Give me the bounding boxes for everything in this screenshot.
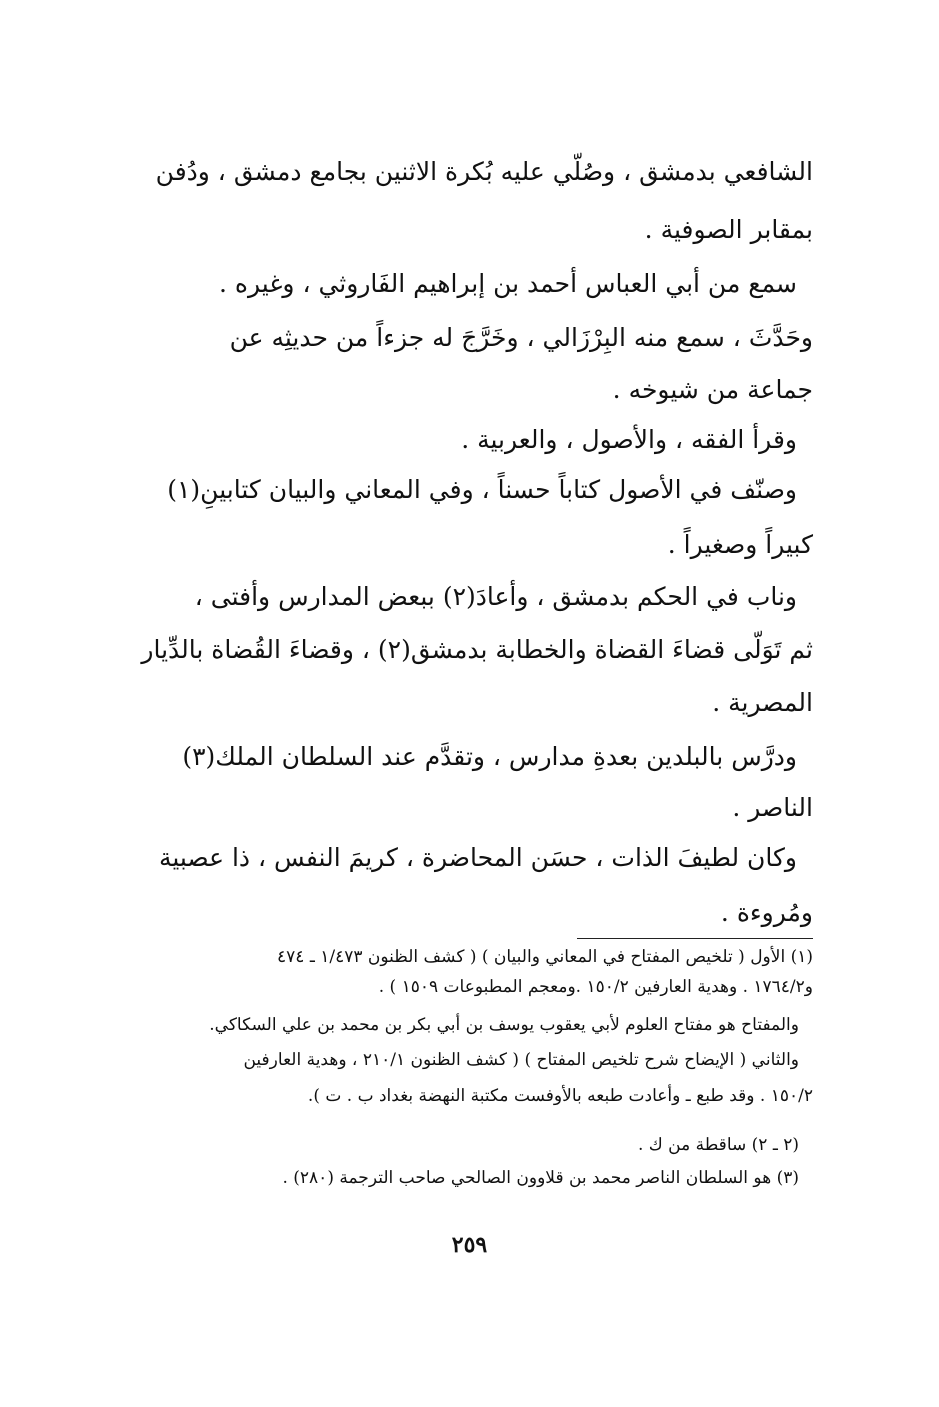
body-line: كبيراً وصغيراً .: [667, 530, 813, 559]
body-line: وقرأ الفقه ، والأصول ، والعربية .: [461, 425, 797, 454]
footnote-line: (٣) هو السلطان الناصر محمد بن قلاوون الصالحي صاحب الترجمة (٢٨٠) .: [282, 1168, 799, 1188]
body-line: جماعة من شيوخه .: [612, 375, 813, 404]
body-line: المصرية .: [712, 688, 813, 717]
body-line: وناب في الحكم بدمشق ، وأعادَ(٢) ببعض المدارس وأفتى ،: [194, 582, 797, 611]
body-line: سمع من أبي العباس أحمد بن إبراهيم الفَاروثي ، وغيره .: [219, 269, 797, 298]
footnote-line: (٢ ـ ٢) ساقطة من ك .: [637, 1135, 799, 1155]
body-line: الشافعي بدمشق ، وصُلّي عليه بُكرة الاثنين بجامع دمشق ، ودُفن: [155, 157, 813, 186]
footnote-line: ١٥٠/٢ . وقد طبع ـ وأعادت طبعه بالأوفست مكتبة النهضة بغداد ب . ت ).: [307, 1086, 813, 1106]
footnote-separator: [577, 938, 813, 939]
body-line: وحَدَّثَ ، سمع منه البِرْزَالي ، وخَرَّجَ له جزءاً من حديثِه عن: [229, 323, 813, 352]
body-line: ثم تَوَلّى قضاءَ القضاة والخطابة بدمشق(٢) ، وقضاءَ القُضاة بالدِّيار: [141, 635, 813, 664]
footnote-line: والثاني ( الإيضاح شرح تلخيص المفتاح ) ( كشف الظنون ٢١٠/١ ، وهدية العارفين: [243, 1050, 799, 1070]
body-line: وكان لطيفَ الذات ، حسَن المحاضرة ، كريمَ النفس ، ذا عصبية: [158, 843, 797, 872]
body-line: ومُروءة .: [720, 898, 813, 927]
page-number: ٢٥٩: [451, 1232, 488, 1258]
body-line: بمقابر الصوفية .: [644, 215, 813, 244]
body-line: ودرَّس بالبلدين بعدةِ مدارس ، وتقدَّم عند السلطان الملك(٣): [182, 742, 797, 771]
footnote-line: والمفتاح هو مفتاح العلوم لأبي يعقوب يوسف بن أبي بكر بن محمد بن علي السكاكي.: [209, 1015, 799, 1035]
body-line: وصنّف في الأصول كتاباً حسناً ، وفي المعاني والبيان كتابينِ(١): [167, 475, 797, 504]
footnote-line: (١) الأول ( تلخيص المفتاح في المعاني والبيان ) ( كشف الظنون ١/٤٧٣ ـ ٤٧٤: [277, 947, 813, 967]
body-line: الناصر .: [732, 793, 813, 822]
footnote-line: و١٧٦٤/٢ . وهدية العارفين ١٥٠/٢ .ومعجم المطبوعات ١٥٠٩ ) .: [378, 977, 813, 997]
